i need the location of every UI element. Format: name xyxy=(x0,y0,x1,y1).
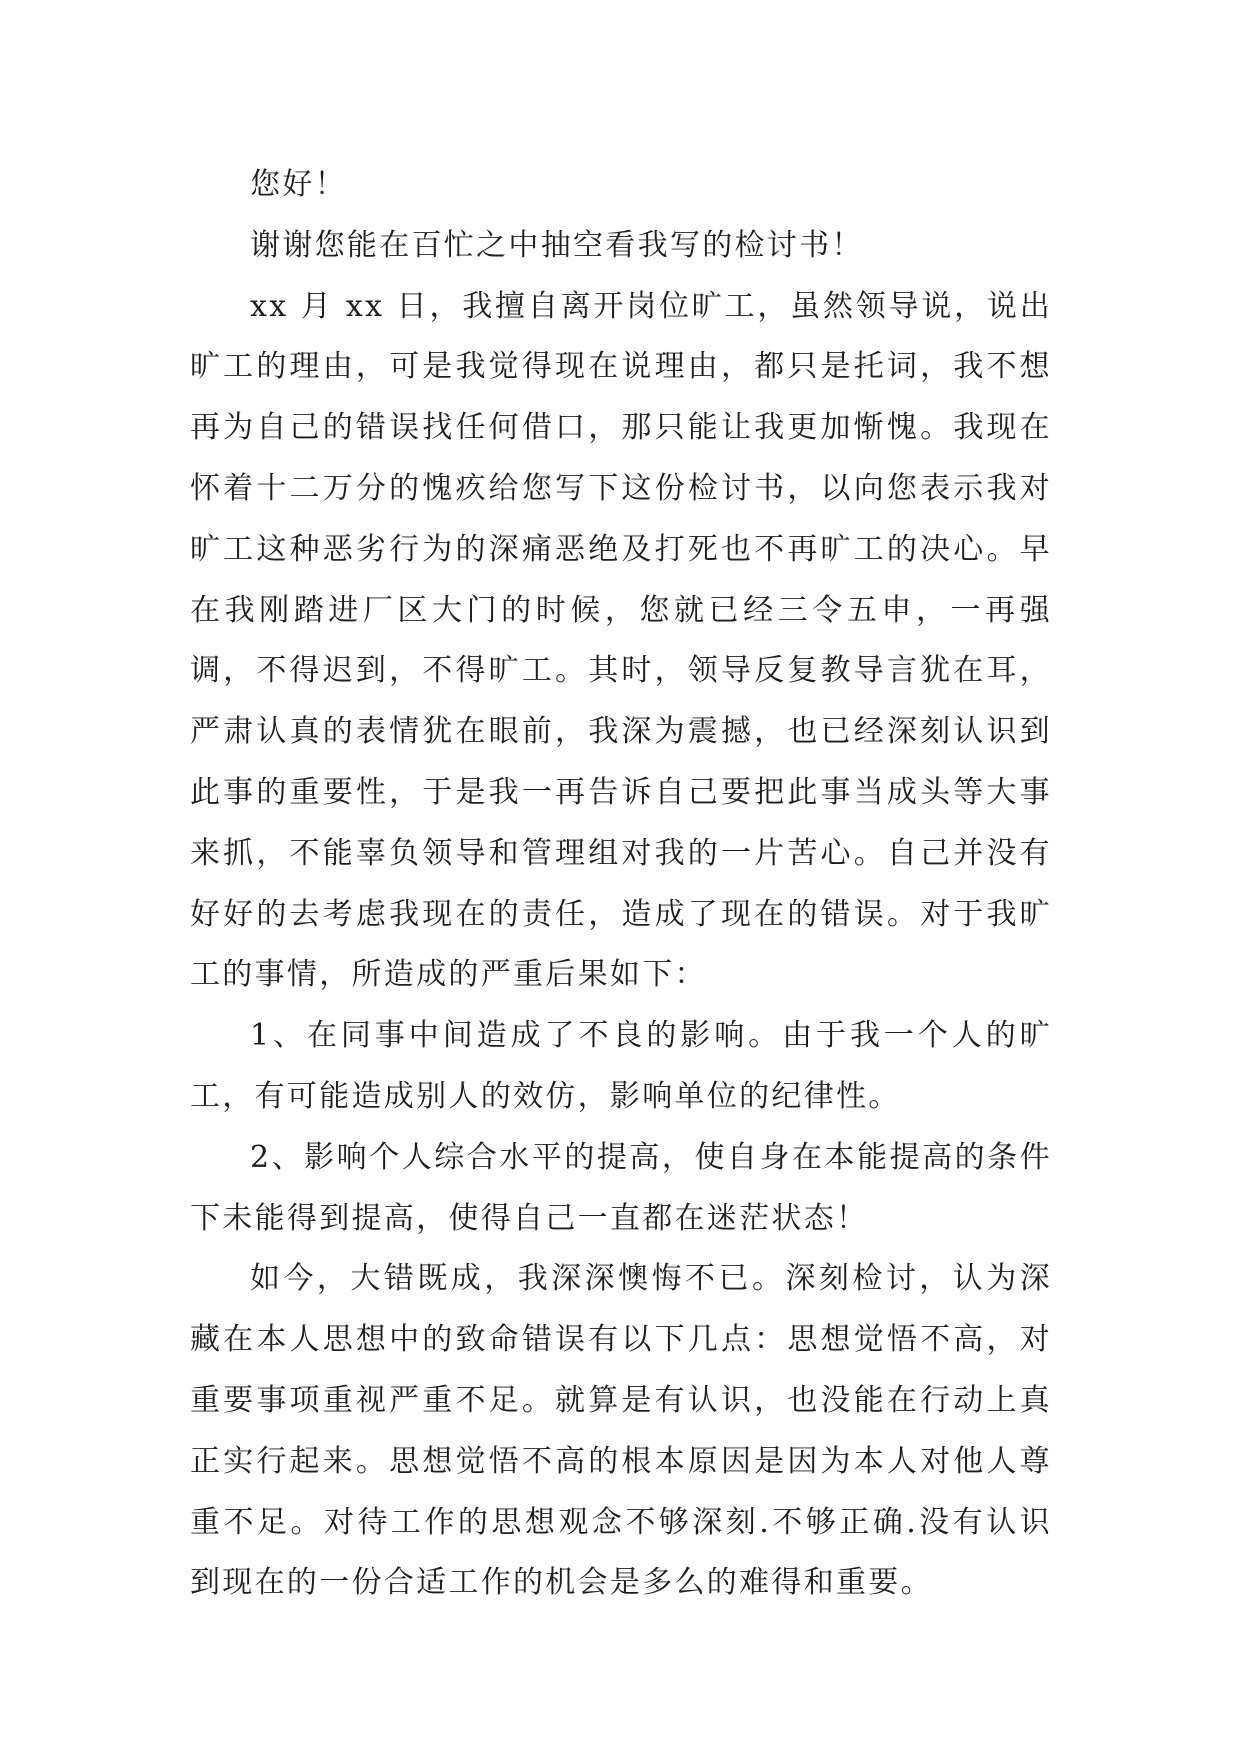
paragraph-incident: xx 月 xx 日，我擅自离开岗位旷工，虽然领导说，说出旷工的理由，可是我觉得现在说理由，都只是托词，我不想再为自己的错误找任何借口，那只能让我更加惭愧。我现在怀着十二万分的愧疚给您写下这份检讨书，以向您表示我对旷工这种恶劣行为的深痛恶绝及打死也不再旷工的决心。早在我刚踏进厂区大门的时候，您就已经三令五申，一再强调，不得迟到，不得旷工。其时，领导反复教导言犹在耳，严肃认真的表情犹在眼前，我深为震撼，也已经深刻认识到此事的重要性，于是我一再告诉自己要把此事当成头等大事来抓，不能辜负领导和管理组对我的一片苦心。自己并没有好好的去考虑我现在的责任，造成了现在的错误。对于我旷工的事情，所造成的严重后果如下： xyxy=(190,288,1052,993)
greeting: 您好！ xyxy=(250,167,347,202)
paragraph-reflection: 如今，大错既成，我深深懊悔不已。深刻检讨，认为深藏在本人思想中的致命错误有以下几点：思想觉悟不高，对重要事项重视严重不足。就算是有认识，也没能在行动上真正实行起来。思想觉悟不高的根本原因是因为本人对他人尊重不足。对待工作的思想观念不够深刻.不够正确.没有认识到现在的一份合适工作的机会是多么的难得和重要。 xyxy=(190,1261,1052,1601)
paragraph-consequence-2: 2、影响个人综合水平的提高，使自身在本能提高的条件下未能得到提高，使得自己一直都在迷茫状态！ xyxy=(190,1139,1052,1236)
paragraph-thanks: 谢谢您能在百忙之中抽空看我写的检讨书！ xyxy=(250,227,864,263)
paragraph-consequence-1: 1、在同事中间造成了不良的影响。由于我一个人的旷工，有可能造成别人的效仿，影响单位的纪律性。 xyxy=(190,1018,1052,1114)
document-page xyxy=(190,155,1052,1614)
